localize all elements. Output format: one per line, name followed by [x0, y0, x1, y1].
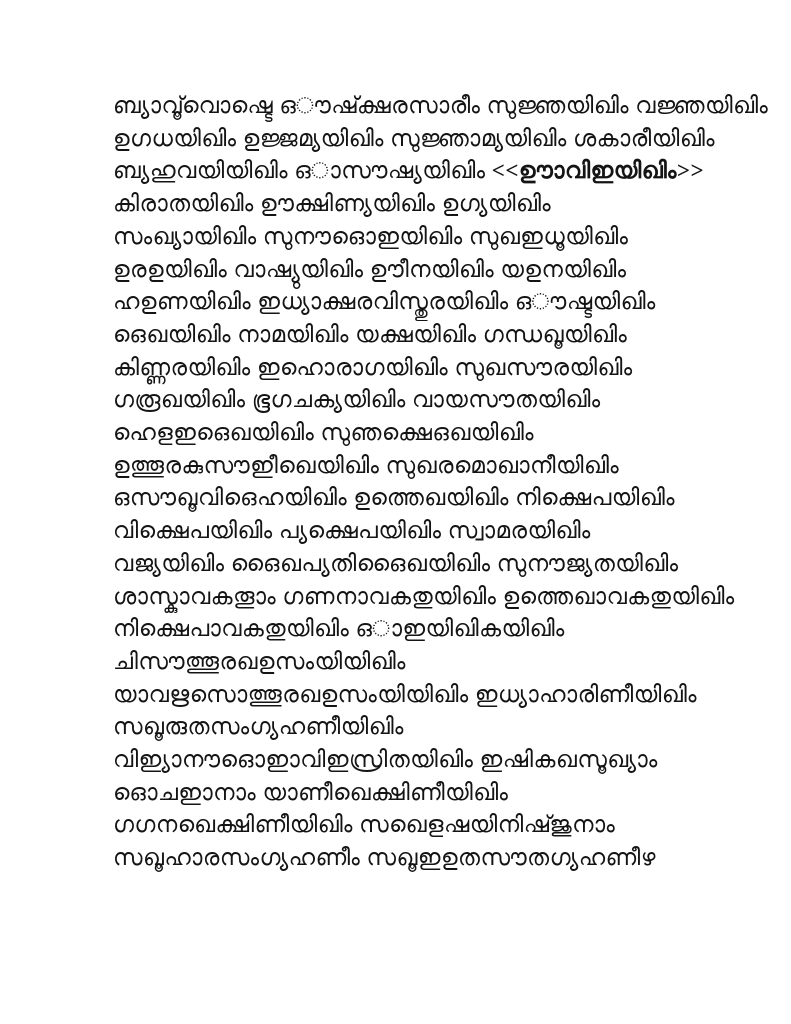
- text-line: വിഇ്യാനൗഒൊഇാവിഇസ്രിതയിഖിം ഇഷികഖസൂഖ്യാം: [113, 747, 658, 773]
- text-line: സഖൂരുതസംഗ്യഹണീയിഖിം: [113, 714, 404, 740]
- text-line: ഒസൗഖൂവിഒെഹയിഖിം ഉത്തെഖയിഖിം നിക്ഷെപയിഖിം: [113, 485, 675, 511]
- text-line: ഗഗനഖെക്ഷിണീയിഖിം സഖെളഷയിനിഷ്ജുനാം: [113, 812, 616, 838]
- text-line: ബ്യാവൂ്വൊഷ്ടെ ഒൗഷ്ക്ഷരസാരീം സുജ്ഞയിഖിം വജ്ഞയിഖിം: [113, 93, 769, 118]
- text-line: വിക്ഷെപയിഖിം പ്യക്ഷെപയിഖിം സ്വാമരയിഖിം: [113, 518, 591, 544]
- text-line: ചിസൗത്തൂരഖഉസംയിയിഖിം: [113, 648, 406, 674]
- text-line: ഗരൂഖയിഖിം ഭൂഗചക്യയിഖിം വായസൗതയിഖിം: [113, 387, 601, 413]
- text-line: നിക്ഷെപാവകതുയിഖിം ഒാഇയിഖികയിഖിം: [113, 616, 565, 642]
- text-line: ശാസ്കുാവകതൂാം ഗണനാവകതുയിഖിം ഉത്തെഖാവകതുയിഖിം: [113, 583, 735, 609]
- text-line: ഒെഖയിഖിം നാമയിഖിം യക്ഷയിഖിം ഗന്ധഖൂയിഖിം: [113, 321, 628, 347]
- text-line: സംഖ്യായിഖിം സുനൗഒൊഇയിഖിം സുഖഇധൂയിഖിം: [113, 223, 629, 249]
- text-line: ഉരഉയിഖിം വാഷ്യുയിഖിം ഊീനയിഖിം യഉനയിഖിം: [113, 256, 627, 282]
- text-line: യാവഋസൊത്തൂരഖഉസംയിയിഖിം ഇധ്യാഹാരിണീയിഖിം: [113, 681, 697, 707]
- text-line: ഒൊചഇാനാം യാണീഖെക്ഷിണീയിഖിം: [113, 779, 509, 805]
- text-line: ഹെളഇഒെഖയിഖിം സുഞക്ഷെഒഖയിഖിം: [113, 420, 534, 446]
- text-line: [113, 155, 705, 188]
- highlighted-name: <<ഊാവിഇയിഖിം>>: [491, 158, 705, 184]
- text-line-segment: ബ്യഹുവയിയിഖിം ഒാസൗഷ്യയിഖിം: [113, 158, 492, 184]
- text-line: ഉഗധയിഖിം ഉജ്ജമ്യയിഖിം സുജ്ഞാമ്യയിഖിം ശകാരീയിഖിം: [113, 125, 716, 151]
- text-line: ഹഉണയിഖിം ഇധ്യാക്ഷരവിസ്തുരയിഖിം ഒൗഷ്ടയിഖിം: [113, 289, 656, 315]
- text-block: [113, 90, 769, 875]
- text-line: സഖൂഹാരസംഗ്യഹണീം സഖൂഇഉതസൗതഗ്യഹണീഴ: [113, 845, 656, 871]
- text-line: ഉത്തൂരകുസൗഇീഖെയിഖിം സുഖരമൊഖാനീയിഖിം: [113, 452, 620, 478]
- text-line: വജ്യയിഖിം ഒൈഖപ്യതിഒൈഖയിഖിം സുനൗജ്യതയിഖിം: [113, 550, 679, 576]
- text-line: കിരാതയിഖിം ഊക്ഷിണ്യയിഖിം ഉഗ്യയിഖിം: [113, 191, 552, 217]
- text-line: കിണ്ണരയിഖിം ഇഹൊരാഗയിഖിം സുഖസൗരയിഖിം: [113, 354, 633, 380]
